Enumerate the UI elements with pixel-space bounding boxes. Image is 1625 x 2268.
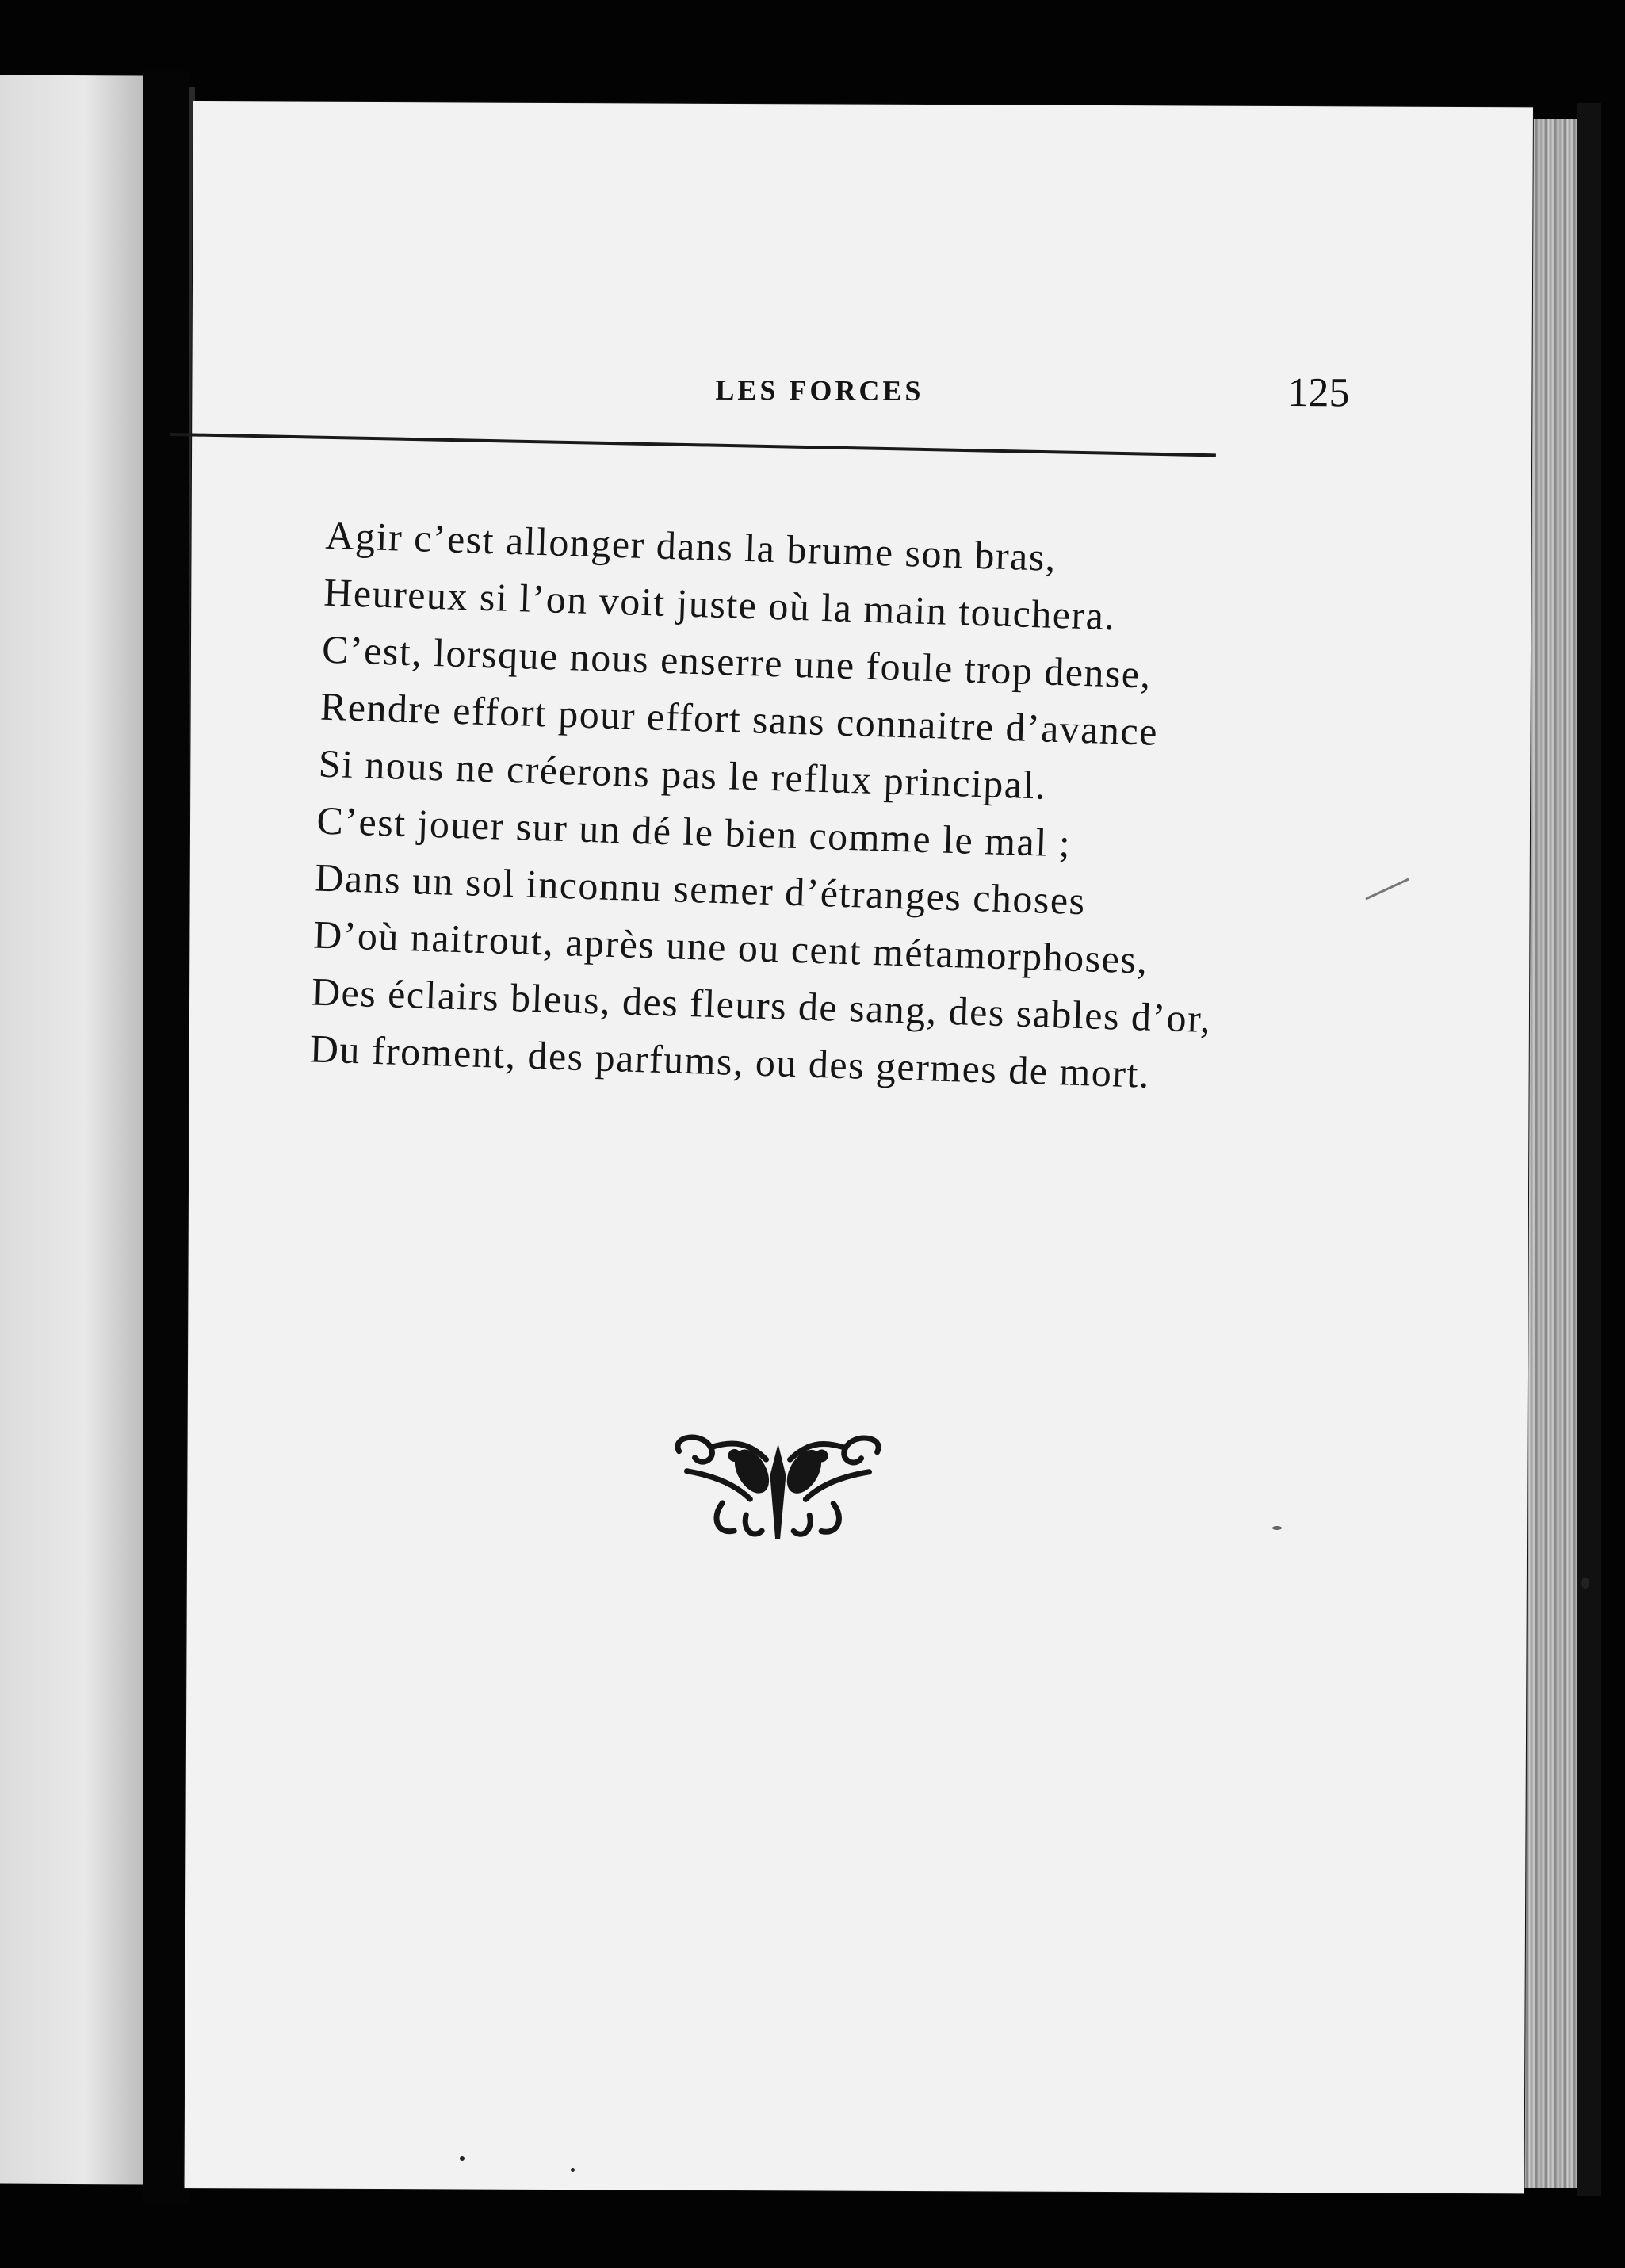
book-page <box>185 101 1533 2193</box>
verse-line: Agir c’est allonger dans la brume son bras, <box>324 512 1057 579</box>
running-head: LES FORCES <box>715 373 924 407</box>
verse-line: D’où naitrout, après une ou cent métamorphoses, <box>312 912 1149 982</box>
verse-line: C’est, lorsque nous enserre une foule trop dense, <box>321 626 1153 697</box>
left-page-fragment <box>0 75 143 2185</box>
verse-line: C’est jouer sur un dé le bien comme le mal ; <box>315 797 1072 866</box>
dust-speck <box>460 2156 465 2161</box>
dust-speck <box>1581 1578 1589 1589</box>
poem-stanza <box>309 507 1356 1108</box>
verse-line: Dans un sol inconnu semer d’étranges choses <box>314 855 1087 924</box>
tailpiece-ornament-icon <box>663 1428 893 1547</box>
verse-line: Rendre effort pour effort sans connaitre d’avance <box>319 683 1159 754</box>
verse-line: Heureux si l’on voit juste où la main touchera. <box>323 569 1117 639</box>
verse-line: Si nous ne créerons pas le reflux principal. <box>318 740 1047 808</box>
header-rule <box>170 433 1216 457</box>
book-gutter <box>143 71 189 2204</box>
dust-speck <box>571 2168 575 2172</box>
dust-speck <box>1272 1526 1282 1530</box>
verse-line: Du froment, des parfums, ou des germes de mort. <box>309 1026 1151 1096</box>
page-number: 125 <box>1287 370 1350 416</box>
verse-line: Des éclairs bleus, des fleurs de sang, des sables d’or, <box>311 969 1213 1042</box>
page-edges-shadow <box>1577 103 1601 2196</box>
